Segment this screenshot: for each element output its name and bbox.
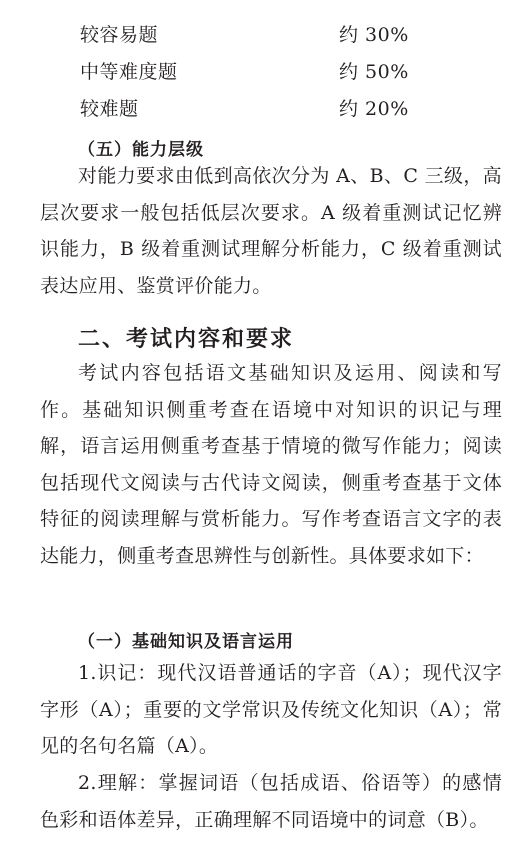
part-heading-exam-content: 二、考试内容和要求 (78, 327, 295, 352)
difficulty-value: 约 30% (339, 24, 409, 46)
difficulty-label: 较容易题 (80, 24, 159, 46)
difficulty-value: 约 20% (339, 98, 409, 120)
difficulty-value: 约 50% (339, 61, 409, 83)
paragraph-item-understanding: 2.理解：掌握词语（包括成语、俗语等）的感情色彩和语体差异，正确理解不同语境中的词意（B）。 (40, 772, 502, 831)
difficulty-row-easy (0, 18, 527, 52)
difficulty-row-hard (0, 92, 527, 126)
difficulty-row-medium (0, 55, 527, 89)
section-heading-ability-levels: （五）能力层级 (78, 140, 204, 160)
paragraph-item-recall: 1.识记：现代汉语普通话的字音（A）；现代汉字字形（A）；重要的文学常识及传统文化知识（A）；常见的名句名篇（A）。 (40, 662, 502, 757)
section-heading-basic-knowledge: （一）基础知识及语言运用 (78, 632, 294, 652)
paragraph-ability-levels: 对能力要求由低到高依次分为 A、B、C 三级，高层次要求一般包括低层次要求。A 级着重测试记忆辨识能力，B 级着重测试理解分析能力，C 级着重测试表达应用、鉴赏评价能力。 (40, 165, 502, 297)
difficulty-label: 中等难度题 (80, 61, 178, 83)
paragraph-exam-content: 考试内容包括语文基础知识及运用、阅读和写作。基础知识侧重考查在语境中对知识的识记与理解，语言运用侧重考查基于情境的微写作能力；阅读包括现代文阅读与古代诗文阅读，侧重考查基于文体特征的阅读理解与赏析能力。写作考查语言文字的表达能力，侧重考查思辨性与创新性。具体要求如下： (40, 362, 502, 567)
difficulty-label: 较难题 (80, 98, 139, 120)
